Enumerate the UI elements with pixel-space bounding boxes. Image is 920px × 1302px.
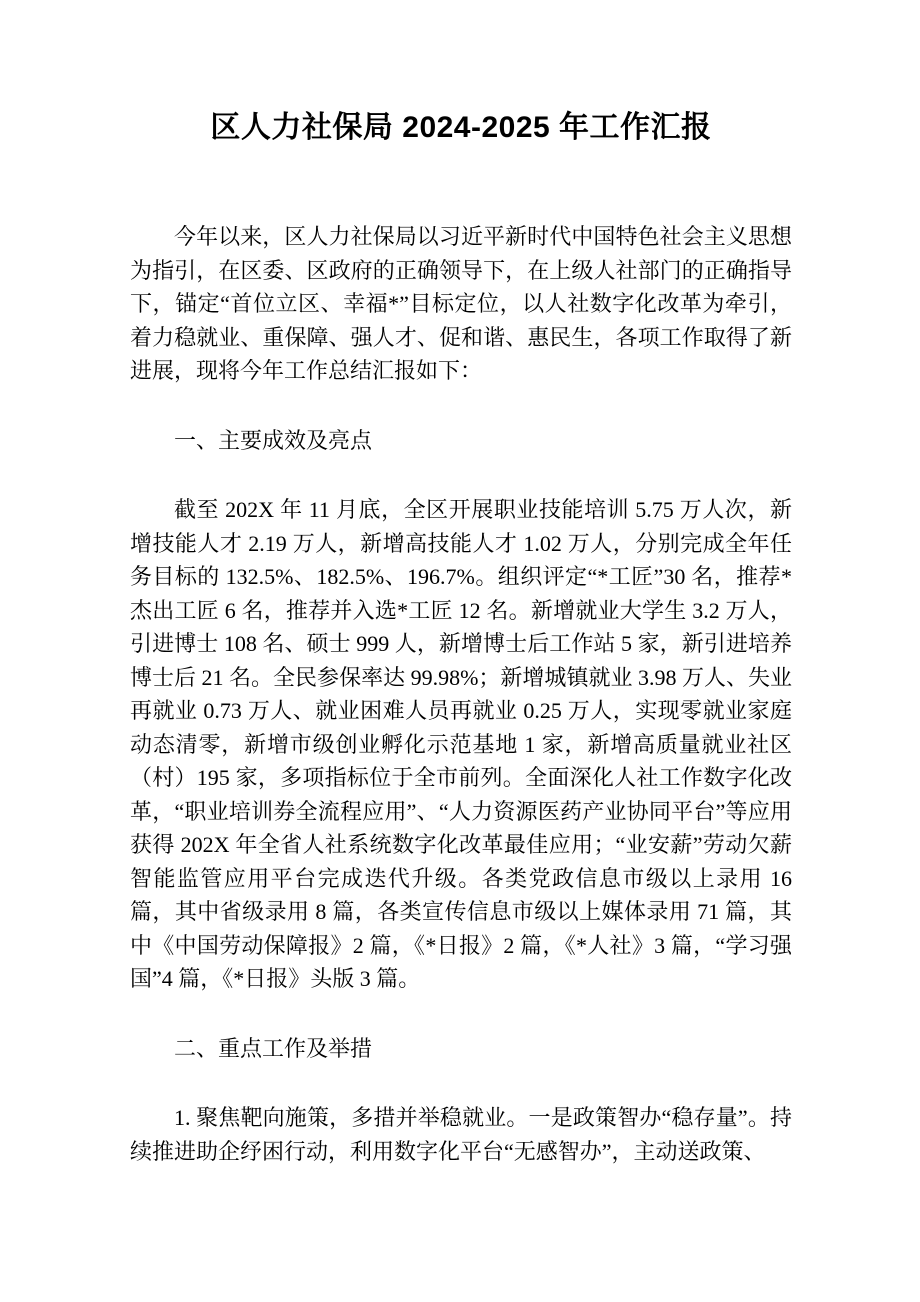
- document-title: 区人力社保局 2024-2025 年工作汇报: [210, 111, 712, 144]
- section-1-paragraph: 截至 202X 年 11 月底，全区开展职业技能培训 5.75 万人次，新增技能人才 2.19 万人，新增高技能人才 1.02 万人，分别完成全年任务目标的 132.5%、182.5%、196.7%。组织评定“*工匠”30 名，推荐*杰出工匠 6 名，推荐并入选*工匠 12 名。新增就业大学生 3.2 万人，引进博士 108 名、硕士 999 人，新增博士后工作站 5 家，新引进培养博士后 21 名。全民参保率达 99.98%；新增城镇就业 3.98 万人、失业再就业 0.73 万人、就业困难人员再就业 0.25 万人，实现零就业家庭动态清零，新增市级创业孵化示范基地 1 家，新增高质量就业社区（村）195 家，多项指标位于全市前列。全面深化人社工作数字化改革，“职业培训券全流程应用”、“人力资源医药产业协同平台”等应用获得 202X 年全省人社系统数字化改革最佳应用；“业安薪”劳动欠薪智能监管应用平台完成迭代升级。各类党政信息市级以上录用 16 篇，其中省级录用 8 篇，各类宣传信息市级以上媒体录用 71 篇，其中《中国劳动保障报》2 篇，《*日报》2 篇，《*人社》3 篇，“学习强国”4 篇，《*日报》头版 3 篇。: [130, 497, 792, 991]
- section-1-heading: 一、主要成效及亮点: [174, 427, 373, 453]
- section-2-heading: 二、重点工作及举措: [174, 1035, 373, 1061]
- section-2-paragraph: 1. 聚焦靶向施策，多措并举稳就业。一是政策智办“稳存量”。持续推进助企纾困行动，利用数字化平台“无感智办”，主动送政策、: [130, 1105, 793, 1164]
- intro-paragraph: 今年以来，区人力社保局以习近平新时代中国特色社会主义思想为指引，在区委、区政府的正确领导下，在上级人社部门的正确指导下，锚定“首位立区、幸福*”目标定位，以人社数字化改革为牵引，着力稳就业、重保障、强人才、促和谐、惠民生，各项工作取得了新进展，现将今年工作总结汇报如下：: [130, 224, 792, 383]
